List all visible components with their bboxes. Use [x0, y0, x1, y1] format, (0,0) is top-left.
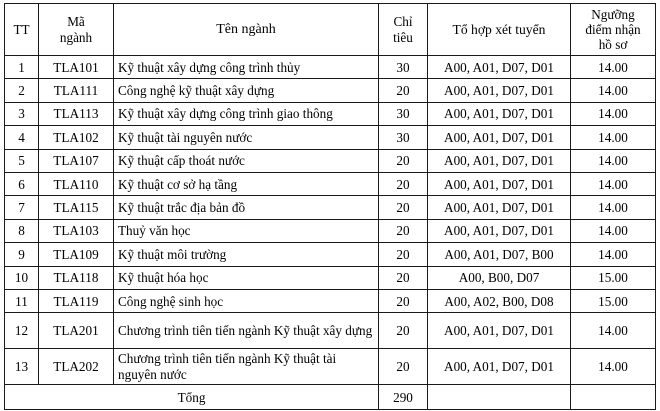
subject-combination: A00, A01, D07, D01: [428, 172, 571, 195]
score-threshold: 14.00: [571, 349, 656, 385]
quota: 30: [379, 56, 428, 79]
table-row: [5, 102, 656, 125]
row-index: 11: [5, 289, 39, 312]
column-header-quota: [379, 4, 428, 56]
table-row: [5, 349, 656, 385]
score-threshold: 14.00: [571, 149, 656, 172]
major-name: Kỹ thuật xây dựng công trình giao thông: [114, 102, 379, 125]
major-code: TLA201: [39, 313, 114, 349]
score-threshold: 15.00: [571, 266, 656, 289]
quota: 30: [379, 102, 428, 125]
column-header-quota-line2: tiêu: [393, 29, 413, 45]
table-row: [5, 172, 656, 195]
quota: 20: [379, 289, 428, 312]
major-code: TLA107: [39, 149, 114, 172]
major-name: Kỹ thuật cấp thoát nước: [114, 149, 379, 172]
subject-combination: A00, A01, D07, D01: [428, 102, 571, 125]
score-threshold: 14.00: [571, 79, 656, 102]
score-threshold: 14.00: [571, 243, 656, 266]
major-code: TLA102: [39, 126, 114, 149]
table-row: [5, 313, 656, 349]
subject-combination: A00, A01, D07, D01: [428, 56, 571, 79]
table-row: [5, 289, 656, 312]
major-name: Kỹ thuật môi trường: [114, 243, 379, 266]
quota: 20: [379, 313, 428, 349]
subject-combination: A00, A01, D07, D01: [428, 349, 571, 385]
subject-combination: A00, A01, D07, D01: [428, 126, 571, 149]
row-index: 4: [5, 126, 39, 149]
header-row: [5, 4, 656, 56]
quota: 20: [379, 149, 428, 172]
column-header-tt: TT: [5, 4, 39, 56]
column-header-major-code-line1: Mã: [67, 14, 85, 30]
column-header-score-threshold-line3: hồ sơ: [598, 37, 628, 53]
score-threshold: 15.00: [571, 289, 656, 312]
row-index: 6: [5, 172, 39, 195]
table-row: [5, 56, 656, 79]
column-header-major-code: [39, 4, 114, 56]
major-name: Chương trình tiên tiến ngành Kỹ thuật xây dựng: [114, 313, 379, 349]
major-name: Kỹ thuật xây dựng công trình thủy: [114, 56, 379, 79]
subject-combination: A00, A01, D07, B00: [428, 243, 571, 266]
quota: 20: [379, 219, 428, 242]
major-code: TLA113: [39, 102, 114, 125]
subject-combination: A00, A01, D07, D01: [428, 149, 571, 172]
table-row: [5, 266, 656, 289]
major-code: TLA119: [39, 289, 114, 312]
column-header-major-code-line2: ngành: [59, 29, 93, 45]
major-name: Kỹ thuật cơ sở hạ tầng: [114, 172, 379, 195]
column-header-score-threshold: [571, 4, 656, 56]
major-name: Kỹ thuật hóa học: [114, 266, 379, 289]
score-threshold: 14.00: [571, 172, 656, 195]
major-code: TLA101: [39, 56, 114, 79]
row-index: 5: [5, 149, 39, 172]
row-index: 13: [5, 349, 39, 385]
column-header-score-threshold-line2: điểm nhận: [585, 21, 641, 37]
total-label: Tổng: [5, 385, 379, 410]
row-index: 8: [5, 219, 39, 242]
table-row: [5, 196, 656, 219]
subject-combination: A00, B00, D07: [428, 266, 571, 289]
subject-combination: A00, A01, D07, D01: [428, 79, 571, 102]
table-footer: [5, 385, 656, 410]
column-header-quota-line1: Chỉ: [393, 14, 413, 30]
table-row: [5, 79, 656, 102]
major-code: TLA111: [39, 79, 114, 102]
subject-combination: A00, A01, D07, D01: [428, 313, 571, 349]
row-index: 3: [5, 102, 39, 125]
score-threshold: 14.00: [571, 219, 656, 242]
quota: 20: [379, 196, 428, 219]
table-row: [5, 243, 656, 266]
subject-combination: A00, A01, D07, D01: [428, 196, 571, 219]
total-row: [5, 385, 656, 410]
table-header: [5, 4, 656, 56]
quota: 20: [379, 266, 428, 289]
score-threshold: 14.00: [571, 126, 656, 149]
column-header-score-threshold-line1: Ngưỡng: [591, 6, 635, 22]
column-header-major-name: Tên ngành: [114, 4, 379, 56]
total-combination-blank: [428, 385, 571, 410]
major-code: TLA115: [39, 196, 114, 219]
score-threshold: 14.00: [571, 196, 656, 219]
row-index: 7: [5, 196, 39, 219]
table-row: [5, 126, 656, 149]
major-name: Kỹ thuật trắc địa bản đồ: [114, 196, 379, 219]
row-index: 2: [5, 79, 39, 102]
total-threshold-blank: [571, 385, 656, 410]
quota: 20: [379, 243, 428, 266]
major-code: TLA109: [39, 243, 114, 266]
subject-combination: A00, A01, D07, D01: [428, 219, 571, 242]
row-index: 1: [5, 56, 39, 79]
score-threshold: 14.00: [571, 56, 656, 79]
table-row: [5, 149, 656, 172]
major-name: Công nghệ kỹ thuật xây dựng: [114, 79, 379, 102]
score-threshold: 14.00: [571, 102, 656, 125]
subject-combination: A00, A02, B00, D08: [428, 289, 571, 312]
score-threshold: 14.00: [571, 313, 656, 349]
major-name: Kỹ thuật tài nguyên nước: [114, 126, 379, 149]
row-index: 9: [5, 243, 39, 266]
table-row: [5, 219, 656, 242]
row-index: 10: [5, 266, 39, 289]
major-name: Công nghệ sinh học: [114, 289, 379, 312]
quota: 20: [379, 349, 428, 385]
major-name: Chương trình tiên tiến ngành Kỹ thuật tài nguyên nước: [114, 349, 379, 385]
major-code: TLA103: [39, 219, 114, 242]
major-code: TLA118: [39, 266, 114, 289]
admissions-quota-table: [4, 3, 656, 410]
table-body: [5, 56, 656, 385]
column-header-subject-combination: Tổ hợp xét tuyển: [428, 4, 571, 56]
row-index: 12: [5, 313, 39, 349]
major-name: Thuỷ văn học: [114, 219, 379, 242]
quota: 20: [379, 79, 428, 102]
total-quota: 290: [379, 385, 428, 410]
quota: 30: [379, 126, 428, 149]
quota: 20: [379, 172, 428, 195]
major-code: TLA110: [39, 172, 114, 195]
major-code: TLA202: [39, 349, 114, 385]
